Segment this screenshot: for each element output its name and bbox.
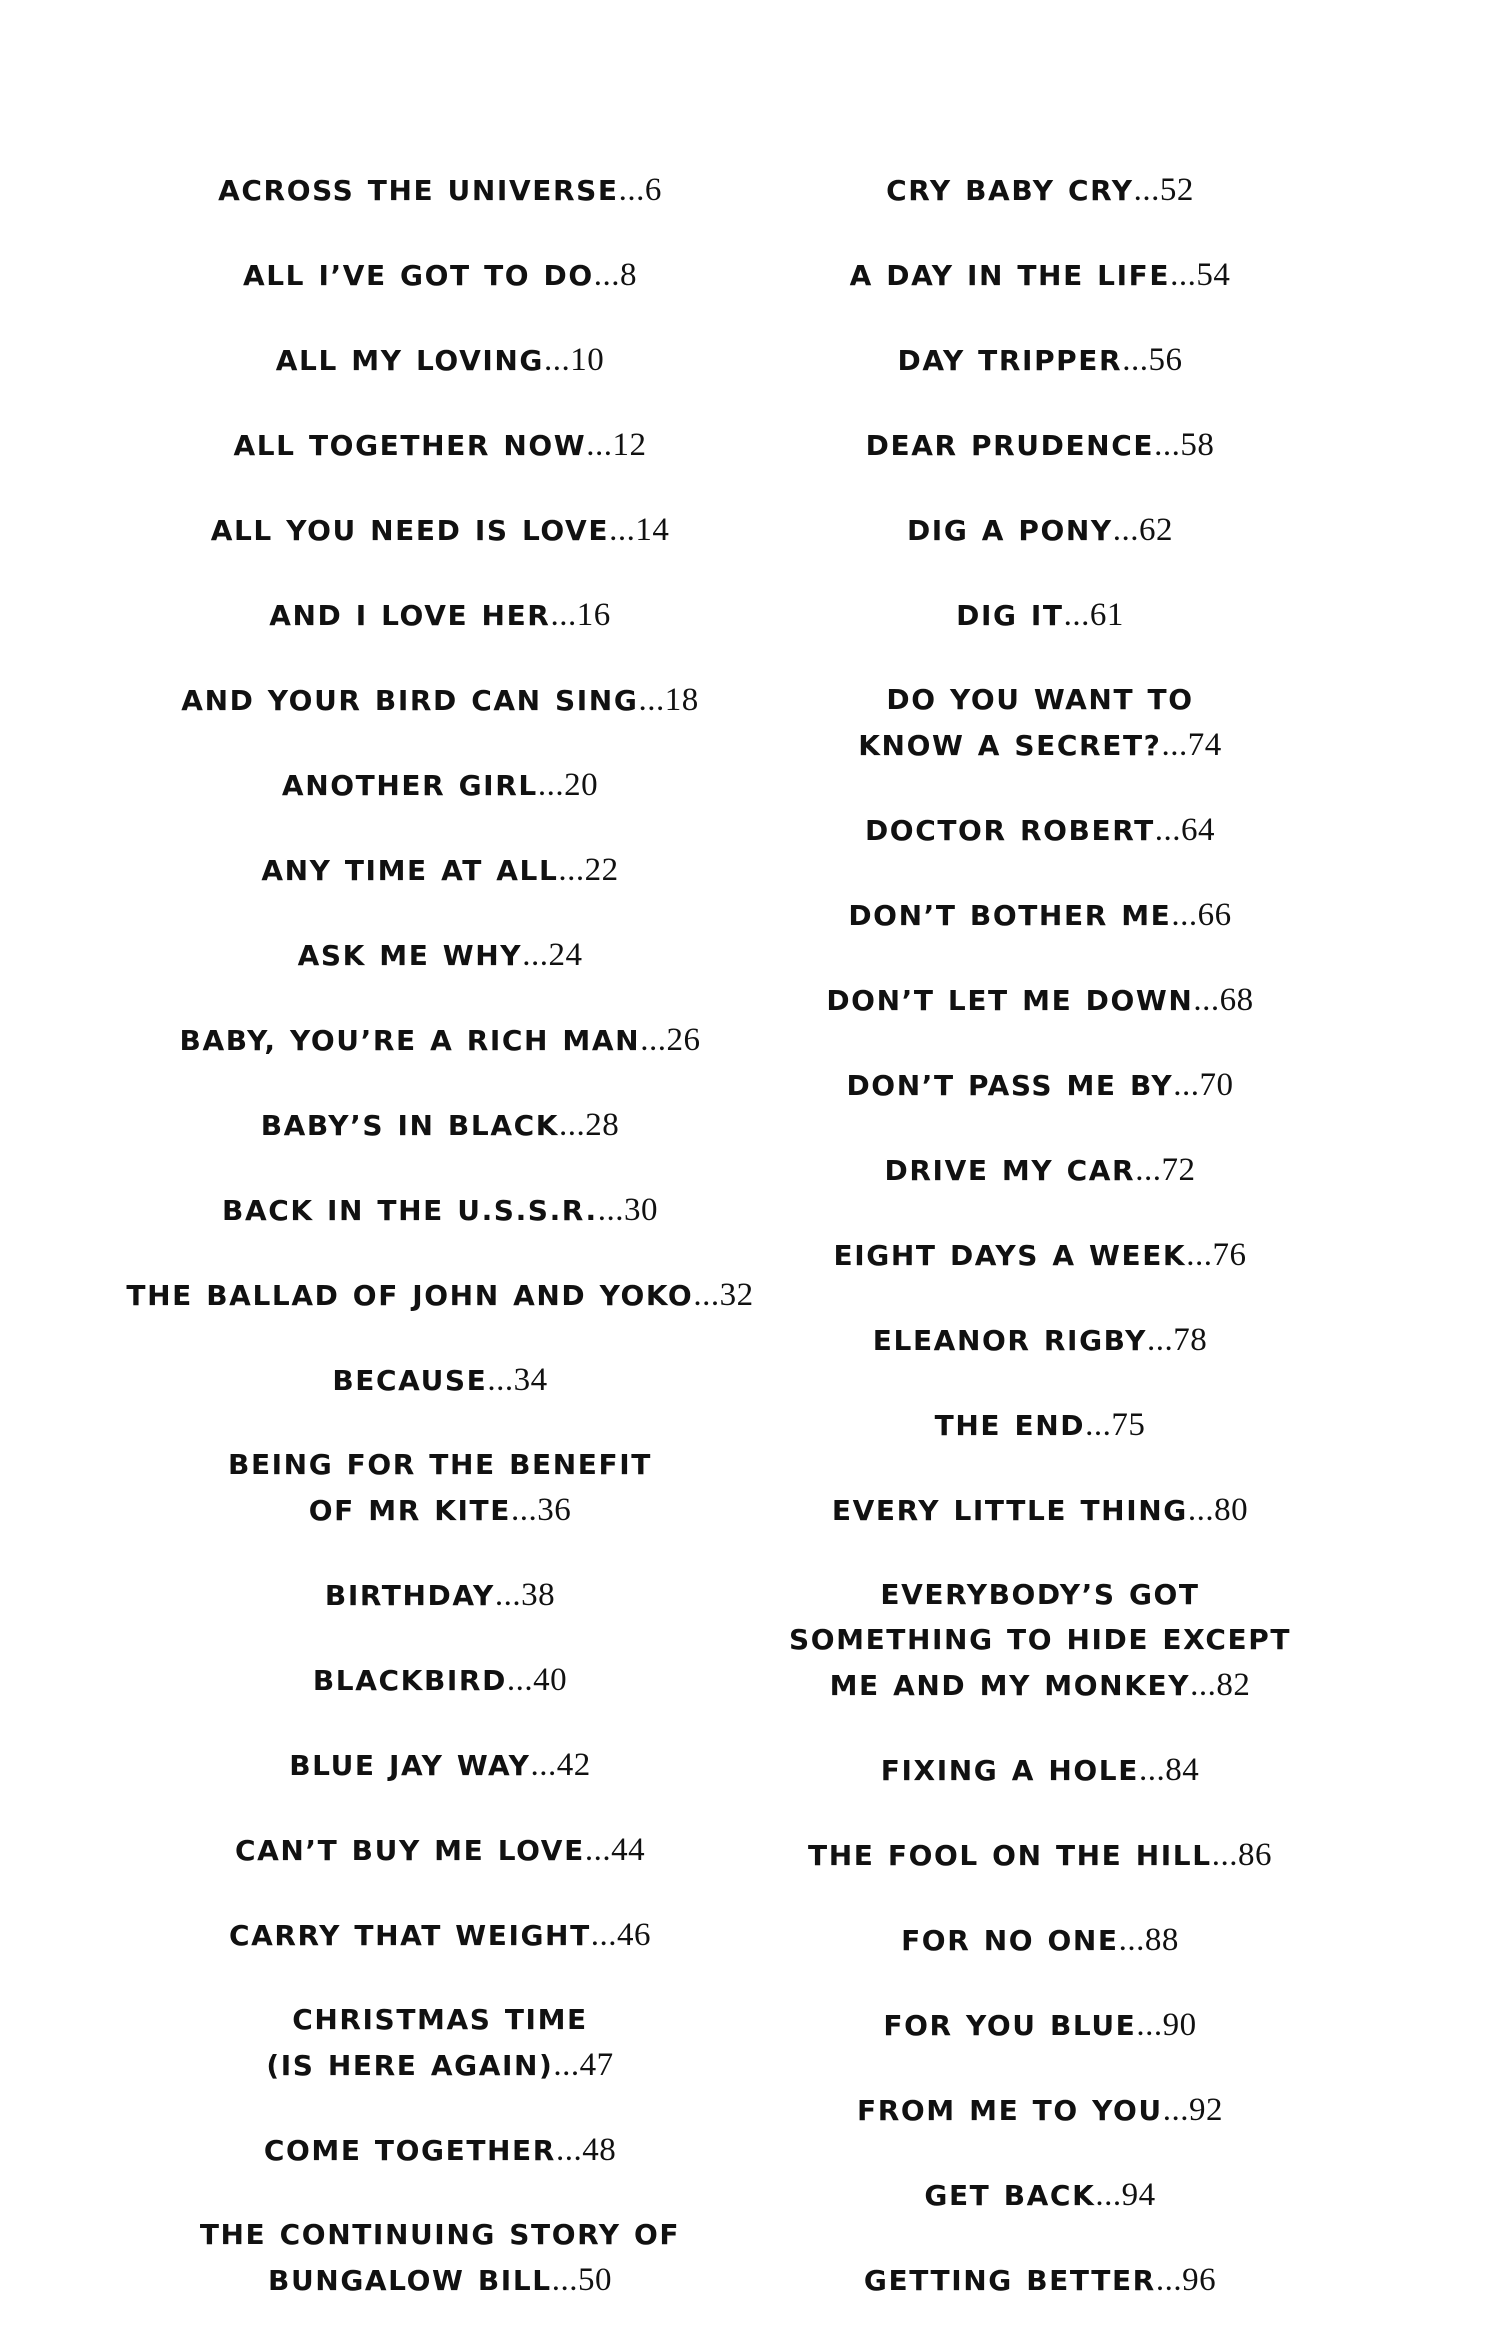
contents-entry — [264, 2130, 616, 2176]
song-title: COME TOGETHER — [263, 2134, 556, 2167]
contents-entry — [233, 425, 646, 471]
page-number: ...24 — [522, 937, 583, 973]
contents-entry — [276, 340, 604, 386]
song-title: EVERYBODY’S GOT — [880, 1578, 1200, 1611]
song-title: DON’T BOTHER ME — [848, 899, 1172, 932]
page-number: ...6 — [618, 172, 662, 208]
contents-entry — [325, 1575, 555, 1621]
song-title: FOR NO ONE — [901, 1924, 1119, 1957]
contents-entry — [864, 2260, 1216, 2306]
song-title: ALL YOU NEED IS LOVE — [210, 514, 610, 547]
page-number: ...72 — [1135, 1152, 1196, 1188]
page-number: ...28 — [559, 1107, 620, 1143]
song-title: BECAUSE — [332, 1364, 488, 1397]
contents-entry — [298, 935, 583, 981]
song-title: AND YOUR BIRD CAN SING — [181, 684, 639, 717]
page-number: ...22 — [558, 852, 619, 888]
page-number: ...68 — [1193, 982, 1254, 1018]
song-title: ALL I’VE GOT TO DO — [242, 259, 594, 292]
song-title: FROM ME TO YOU — [857, 2094, 1163, 2127]
page-number: ...75 — [1085, 1407, 1146, 1443]
page-number: ...38 — [494, 1577, 556, 1613]
song-title: THE BALLAD OF JOHN AND YOKO — [126, 1279, 694, 1312]
page-number: ...90 — [1136, 2007, 1197, 2043]
song-title: ALL MY LOVING — [275, 344, 544, 377]
contents-entry — [261, 850, 618, 896]
page-number: ...66 — [1171, 897, 1232, 933]
song-title: THE CONTINUING STORY OF — [199, 2218, 681, 2251]
song-title: BABY, YOU’RE A RICH MAN — [179, 1024, 641, 1057]
page-number: ...40 — [506, 1662, 568, 1698]
song-title: BEING FOR THE BENEFIT — [228, 1448, 652, 1481]
page-number: ...47 — [553, 2047, 614, 2083]
contents-column-left — [90, 170, 790, 2345]
page-number: ...50 — [551, 2262, 612, 2298]
contents-entry — [865, 810, 1215, 856]
page-number: ...52 — [1133, 172, 1194, 208]
page-number: ...64 — [1154, 812, 1216, 848]
contents-entry — [282, 765, 598, 811]
contents-entry — [885, 1150, 1196, 1196]
page-number: ...58 — [1154, 427, 1215, 463]
contents-entry — [850, 255, 1231, 301]
contents-entry — [261, 1105, 620, 1151]
contents-entry — [222, 1190, 658, 1236]
song-title: (IS HERE AGAIN) — [266, 2049, 554, 2082]
song-title: BABY’S IN BLACK — [260, 1109, 560, 1142]
song-title: ME AND MY MONKEY — [829, 1669, 1191, 1702]
song-title: DIG IT — [956, 599, 1064, 632]
contents-entry — [789, 1575, 1291, 1711]
contents-column-right — [690, 170, 1390, 2345]
contents-entry — [200, 2215, 680, 2306]
contents-entry — [901, 1920, 1179, 1966]
song-title: BLUE JAY WAY — [289, 1749, 531, 1782]
contents-entry — [873, 1320, 1207, 1366]
page-number: ...78 — [1146, 1322, 1208, 1358]
song-title: BUNGALOW BILL — [268, 2264, 552, 2297]
page-number: ...16 — [550, 597, 611, 633]
page-number: ...26 — [640, 1022, 701, 1058]
song-title: ASK ME WHY — [297, 939, 523, 972]
page-number: ...20 — [537, 767, 599, 803]
contents-entry — [832, 1490, 1248, 1536]
song-title: THE FOOL ON THE HILL — [808, 1839, 1212, 1872]
contents-entry — [181, 680, 698, 726]
page-number: ...42 — [530, 1747, 591, 1783]
page-number: ...12 — [586, 427, 647, 463]
page-number: ...14 — [609, 512, 670, 548]
song-title: SOMETHING TO HIDE EXCEPT — [788, 1623, 1292, 1656]
song-title: OF MR KITE — [308, 1494, 511, 1527]
contents-entry — [289, 1745, 591, 1791]
song-title: A DAY IN THE LIFE — [849, 259, 1171, 292]
song-title: CRY BABY CRY — [886, 174, 1134, 207]
contents-entry — [935, 1405, 1146, 1451]
song-title: GET BACK — [924, 2179, 1096, 2212]
song-title: DON’T PASS ME BY — [846, 1069, 1174, 1102]
song-title: AND I LOVE HER — [269, 599, 551, 632]
contents-entry — [235, 1830, 645, 1876]
song-title: EIGHT DAYS A WEEK — [833, 1239, 1187, 1272]
page-number: ...34 — [487, 1362, 548, 1398]
contents-entry — [886, 170, 1194, 216]
page-number: ...82 — [1190, 1667, 1251, 1703]
song-title: ELEANOR RIGBY — [872, 1324, 1147, 1357]
page-number: ...70 — [1173, 1067, 1234, 1103]
song-title: FIXING A HOLE — [880, 1754, 1139, 1787]
contents-entry — [180, 1020, 701, 1066]
song-title: DON’T LET ME DOWN — [826, 984, 1194, 1017]
page-number: ...8 — [593, 257, 638, 293]
contents-entry — [924, 2175, 1155, 2221]
song-title: DO YOU WANT TO — [886, 683, 1194, 716]
contents-entry — [857, 2090, 1223, 2136]
page-number: ...76 — [1186, 1237, 1247, 1273]
contents-entry — [846, 1065, 1233, 1111]
song-title: GETTING BETTER — [863, 2264, 1156, 2297]
contents-entry — [126, 1275, 753, 1321]
song-title: KNOW A SECRET? — [858, 729, 1162, 762]
page-number: ...44 — [584, 1832, 646, 1868]
contents-entry — [243, 255, 637, 301]
song-title: DOCTOR ROBERT — [864, 814, 1155, 847]
contents-entry — [834, 1235, 1247, 1281]
song-title: ALL TOGETHER NOW — [233, 429, 587, 462]
contents-entry — [866, 425, 1215, 471]
contents-entry — [266, 2000, 613, 2091]
page-number: ...62 — [1112, 512, 1174, 548]
song-title: DIG A PONY — [906, 514, 1113, 547]
song-title: CHRISTMAS TIME — [292, 2003, 588, 2036]
contents-entry — [269, 595, 610, 641]
contents-entry — [218, 170, 662, 216]
page-number: ...61 — [1063, 597, 1124, 633]
page-number: ...86 — [1211, 1837, 1272, 1873]
page-number: ...54 — [1170, 257, 1231, 293]
contents-entry — [826, 980, 1253, 1026]
song-title: CAN’T BUY ME LOVE — [234, 1834, 585, 1867]
song-title: ACROSS THE UNIVERSE — [218, 174, 619, 207]
contents-entry — [332, 1360, 547, 1406]
contents-entry — [313, 1660, 567, 1706]
contents-entry — [881, 1750, 1199, 1796]
contents-entry — [848, 895, 1231, 941]
contents-entry — [898, 340, 1183, 386]
page-number: ...74 — [1161, 727, 1222, 763]
page-number: ...92 — [1162, 2092, 1223, 2128]
song-title: ANOTHER GIRL — [281, 769, 538, 802]
song-title: BLACKBIRD — [312, 1664, 507, 1697]
contents-entry — [228, 1445, 652, 1536]
page-number: ...88 — [1118, 1922, 1179, 1958]
contents-entry — [211, 510, 670, 556]
page-number: ...46 — [590, 1917, 652, 1953]
contents-entry — [858, 680, 1222, 771]
song-title: THE END — [934, 1409, 1086, 1442]
contents-entry — [229, 1915, 651, 1961]
song-title: DRIVE MY CAR — [884, 1154, 1136, 1187]
page-number: ...94 — [1095, 2177, 1156, 2213]
song-title: CARRY THAT WEIGHT — [228, 1919, 591, 1952]
page-number: ...32 — [693, 1277, 754, 1313]
page-number: ...84 — [1138, 1752, 1200, 1788]
page-number: ...80 — [1187, 1492, 1249, 1528]
song-title: DAY TRIPPER — [897, 344, 1123, 377]
song-title: ANY TIME AT ALL — [261, 854, 559, 887]
song-title: BIRTHDAY — [324, 1579, 495, 1612]
song-title: FOR YOU BLUE — [883, 2009, 1137, 2042]
page-number: ...48 — [555, 2132, 617, 2168]
contents-entry — [956, 595, 1124, 641]
song-title: BACK IN THE U.S.S.R. — [222, 1194, 598, 1227]
page-number: ...36 — [510, 1492, 572, 1528]
page-number: ...18 — [638, 682, 699, 718]
contents-entry — [907, 510, 1173, 556]
page-number: ...96 — [1155, 2262, 1217, 2298]
song-title: EVERY LITTLE THING — [831, 1494, 1188, 1527]
page-number: ...30 — [597, 1192, 658, 1228]
page-number: ...10 — [543, 342, 605, 378]
page-number: ...56 — [1122, 342, 1183, 378]
contents-entry — [808, 1835, 1272, 1881]
song-title: DEAR PRUDENCE — [865, 429, 1155, 462]
contents-entry — [883, 2005, 1196, 2051]
